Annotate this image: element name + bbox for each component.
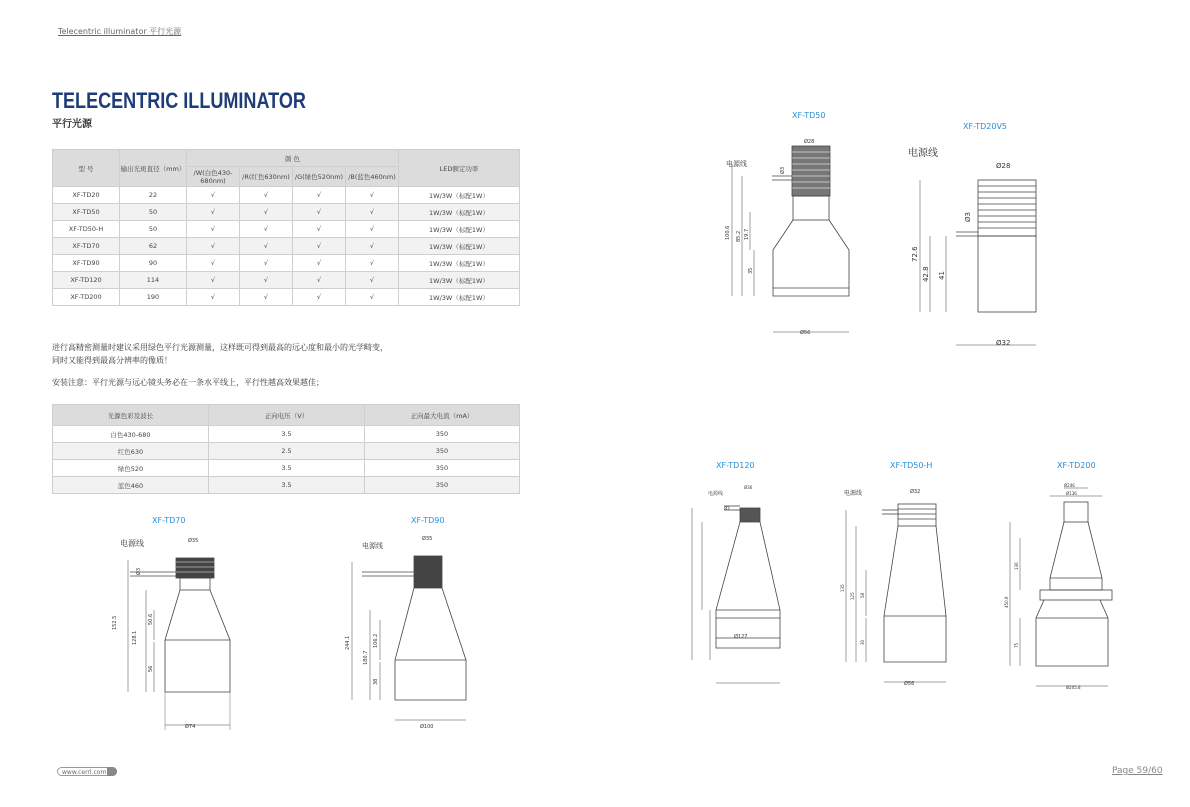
dim-bottom-td200: Ø205.8 xyxy=(1066,685,1081,690)
dim-h1-td200: 450.9 xyxy=(1004,596,1009,608)
dim-c-td50: Ø3 xyxy=(780,166,786,174)
table-cell-g: √ xyxy=(293,272,346,289)
table-cell-b: √ xyxy=(346,238,399,255)
heatsink-td90 xyxy=(414,556,442,588)
cable-label-td70: 电源线 xyxy=(120,539,144,548)
table-cell-b: √ xyxy=(346,255,399,272)
cable-label-td50: 电源线 xyxy=(726,160,747,168)
table-cell-g: √ xyxy=(293,238,346,255)
dim-top-td50: Ø28 xyxy=(804,139,815,145)
table-cell-v: 3.5 xyxy=(209,460,365,477)
dim-mid-td200: Ø136 xyxy=(1066,491,1077,496)
dim-h2-td50: 85.2 xyxy=(736,230,742,242)
table-cell-b: √ xyxy=(346,187,399,204)
table-cell-g: √ xyxy=(293,221,346,238)
dim-c-td120: Ø3 xyxy=(724,506,730,511)
table-row xyxy=(53,426,520,443)
table-cell-r: √ xyxy=(240,204,293,221)
table-cell-g: √ xyxy=(293,289,346,306)
heatsink-td50 xyxy=(792,146,830,196)
table-cell-r: √ xyxy=(240,187,293,204)
spec-table xyxy=(52,149,520,306)
dim-h1-td90: 244.1 xyxy=(345,635,351,650)
table-row xyxy=(53,238,520,255)
table-cell-i: 350 xyxy=(365,426,520,443)
header-white: /W(白色430-680nm) xyxy=(187,167,240,187)
dim-top-td70: Ø35 xyxy=(188,538,199,544)
footer-url-text: www.cerrl.com xyxy=(62,769,107,776)
dim-bottom-td70: Ø74 xyxy=(185,724,196,730)
electrical-table xyxy=(52,404,520,494)
dim-top-td20v5: Ø28 xyxy=(996,162,1011,170)
dim-h2-td200: 136 xyxy=(1014,562,1019,570)
dim-h3-td50: 19.7 xyxy=(744,228,750,240)
header-green: /G(绿色520nm) xyxy=(293,167,346,187)
table-cell-model: XF-TD50 xyxy=(53,204,120,221)
table-cell-p: 1W/3W（标配1W） xyxy=(399,238,520,255)
table-cell-c: 蓝色460 xyxy=(53,477,209,494)
table-cell-d: 50 xyxy=(120,204,187,221)
table-cell-d: 90 xyxy=(120,255,187,272)
header-voltage: 正向电压（V） xyxy=(209,405,365,426)
footer-url[interactable] xyxy=(57,767,117,776)
table-row xyxy=(53,272,520,289)
footer-url-tab xyxy=(107,767,117,776)
diagram-td50h xyxy=(838,480,958,695)
table-row xyxy=(53,221,520,238)
dim-h1-td50h: 135 xyxy=(840,584,845,592)
table-cell-r: √ xyxy=(240,221,293,238)
diagram-label-td200: XF-TD200 xyxy=(1057,461,1096,470)
table-cell-g: √ xyxy=(293,204,346,221)
diagram-td200 xyxy=(1000,478,1135,693)
dim-c-td20v5: Ø3 xyxy=(964,212,972,222)
dim-h4-td50h: 30 xyxy=(860,639,865,645)
diagram-td20v5 xyxy=(900,140,1050,350)
table-cell-d: 62 xyxy=(120,238,187,255)
dim-h2-td50h: 125 xyxy=(850,592,855,600)
dim-h1-td50: 100.6 xyxy=(725,225,731,240)
table-cell-b: √ xyxy=(346,221,399,238)
table-cell-r: √ xyxy=(240,289,293,306)
dim-h4-td50: 35 xyxy=(748,267,754,274)
table-cell-r: √ xyxy=(240,255,293,272)
table-cell-c: 红色630 xyxy=(53,443,209,460)
paragraph-line-1: 进行高精密测量时建议采用绿色平行光源测量，这样既可得到最高的远心度和最小的光学畸变， xyxy=(52,343,388,352)
table-cell-i: 350 xyxy=(365,460,520,477)
diagram-td90 xyxy=(340,530,480,740)
table-row xyxy=(53,477,520,494)
header-current: 正向最大电流（mA） xyxy=(365,405,520,426)
cable-label-td120: 电源线 xyxy=(708,491,724,497)
table-cell-p: 1W/3W（标配1W） xyxy=(399,255,520,272)
breadcrumb[interactable]: Telecentric illuminator 平行光源 xyxy=(58,27,182,36)
heatsink-td50h xyxy=(898,504,936,526)
table-cell-p: 1W/3W（标配1W） xyxy=(399,289,520,306)
heatsink-td70 xyxy=(176,558,214,578)
table-cell-model: XF-TD50-H xyxy=(53,221,120,238)
diagram-td70 xyxy=(110,530,250,740)
dim-h1-td20v5: 72.6 xyxy=(911,246,919,262)
table-row xyxy=(53,443,520,460)
table-cell-w: √ xyxy=(187,255,240,272)
header-light-color: 光源色彩及波长 xyxy=(53,405,209,426)
table-cell-c: 绿色520 xyxy=(53,460,209,477)
table-cell-b: √ xyxy=(346,204,399,221)
header-power: LED额定功率 xyxy=(399,150,520,187)
table-cell-w: √ xyxy=(187,272,240,289)
cable-label-td50h: 电源线 xyxy=(844,490,863,497)
dim-top-td120: Ø36 xyxy=(744,485,753,490)
diagram-label-td50h: XF-TD50-H xyxy=(890,461,933,470)
cable-label-td20v5: 电源线 xyxy=(908,148,938,159)
dim-h4-td90: 38 xyxy=(373,678,379,685)
dim-top-td90: Ø35 xyxy=(422,536,433,542)
paragraph-install: 安装注意：平行光源与远心镜头务必在一条水平线上，平行性越高效果越佳； xyxy=(52,378,324,387)
table-cell-w: √ xyxy=(187,238,240,255)
dim-h2-td70: 128.1 xyxy=(132,630,138,645)
table-cell-r: √ xyxy=(240,272,293,289)
dim-h3-td90: 106.2 xyxy=(373,633,379,648)
table-cell-g: √ xyxy=(293,255,346,272)
table-row xyxy=(53,460,520,477)
diagram-label-td70: XF-TD70 xyxy=(152,516,186,525)
table-cell-d: 22 xyxy=(120,187,187,204)
dim-h1-td70: 152.5 xyxy=(112,615,118,630)
header-red: /R(红色630nm) xyxy=(240,167,293,187)
table-cell-w: √ xyxy=(187,289,240,306)
table-row xyxy=(53,255,520,272)
table-cell-p: 1W/3W（标配1W） xyxy=(399,204,520,221)
dim-top-td50h: Ø32 xyxy=(910,489,921,495)
table-cell-r: √ xyxy=(240,238,293,255)
dim-h2-td90: 180.7 xyxy=(363,650,369,665)
heatsink-td120 xyxy=(740,508,760,522)
dim-h3-td70: 50.6 xyxy=(148,613,154,625)
paragraph-line-2: 同时又能得到最高分辨率的像质！ xyxy=(52,356,172,365)
table-cell-p: 1W/3W（标配1W） xyxy=(399,187,520,204)
dim-top-td200: Ø246 xyxy=(1064,483,1075,488)
table-cell-model: XF-TD90 xyxy=(53,255,120,272)
table-cell-v: 2.5 xyxy=(209,443,365,460)
table-cell-w: √ xyxy=(187,204,240,221)
diagram-label-td50: XF-TD50 xyxy=(792,111,826,120)
dim-h3-td50h: 58 xyxy=(860,592,865,598)
table-cell-w: √ xyxy=(187,187,240,204)
table-cell-w: √ xyxy=(187,221,240,238)
table-cell-c: 白色430-680 xyxy=(53,426,209,443)
table-cell-i: 350 xyxy=(365,477,520,494)
paragraph-measurement xyxy=(52,341,388,367)
diagram-label-td90: XF-TD90 xyxy=(411,516,445,525)
dim-h3-td20v5: 41 xyxy=(938,271,946,280)
diagram-td50 xyxy=(720,132,860,342)
table-cell-model: XF-TD200 xyxy=(53,289,120,306)
header-diameter: 输出光斑直径（mm） xyxy=(120,150,187,187)
table-cell-b: √ xyxy=(346,272,399,289)
dim-bottom-td120: Ø127 xyxy=(734,634,748,640)
dim-bottom-td50h: Ø56 xyxy=(904,681,915,687)
dim-h2-td20v5: 42.8 xyxy=(922,266,930,282)
table-cell-model: XF-TD20 xyxy=(53,187,120,204)
dim-h4-td70: 56 xyxy=(148,665,154,672)
table-row xyxy=(53,187,520,204)
table-cell-v: 3.5 xyxy=(209,426,365,443)
dim-bottom-td90: Ø100 xyxy=(420,724,434,730)
table-row xyxy=(53,204,520,221)
header-model: 型 号 xyxy=(53,150,120,187)
dim-c-td70: Ø3 xyxy=(136,567,142,575)
table-cell-p: 1W/3W（标配1W） xyxy=(399,272,520,289)
table-cell-d: 114 xyxy=(120,272,187,289)
table-cell-model: XF-TD120 xyxy=(53,272,120,289)
table-cell-b: √ xyxy=(346,289,399,306)
page-title: TELECENTRIC ILLUMINATOR xyxy=(52,88,306,113)
page-number: Page 59/60 xyxy=(1112,766,1163,776)
diagram-label-td120: XF-TD120 xyxy=(716,461,755,470)
table-cell-d: 190 xyxy=(120,289,187,306)
diagram-td120 xyxy=(688,478,808,693)
header-color: 颜 色 xyxy=(187,150,399,167)
table-cell-g: √ xyxy=(293,187,346,204)
dim-h3-td200: 75 xyxy=(1014,642,1019,648)
cable-label-td90: 电源线 xyxy=(362,542,383,550)
table-cell-p: 1W/3W（标配1W） xyxy=(399,221,520,238)
diagram-label-td20v5: XF-TD20V5 xyxy=(963,122,1008,131)
table-cell-d: 50 xyxy=(120,221,187,238)
table-row xyxy=(53,289,520,306)
table-cell-model: XF-TD70 xyxy=(53,238,120,255)
dim-bottom-td20v5: Ø32 xyxy=(996,339,1011,347)
page-subtitle: 平行光源 xyxy=(52,119,92,130)
table-cell-v: 3.5 xyxy=(209,477,365,494)
header-blue: /B(蓝色460nm) xyxy=(346,167,399,187)
dim-bottom-td50: Ø56 xyxy=(800,330,811,336)
table-cell-i: 350 xyxy=(365,443,520,460)
